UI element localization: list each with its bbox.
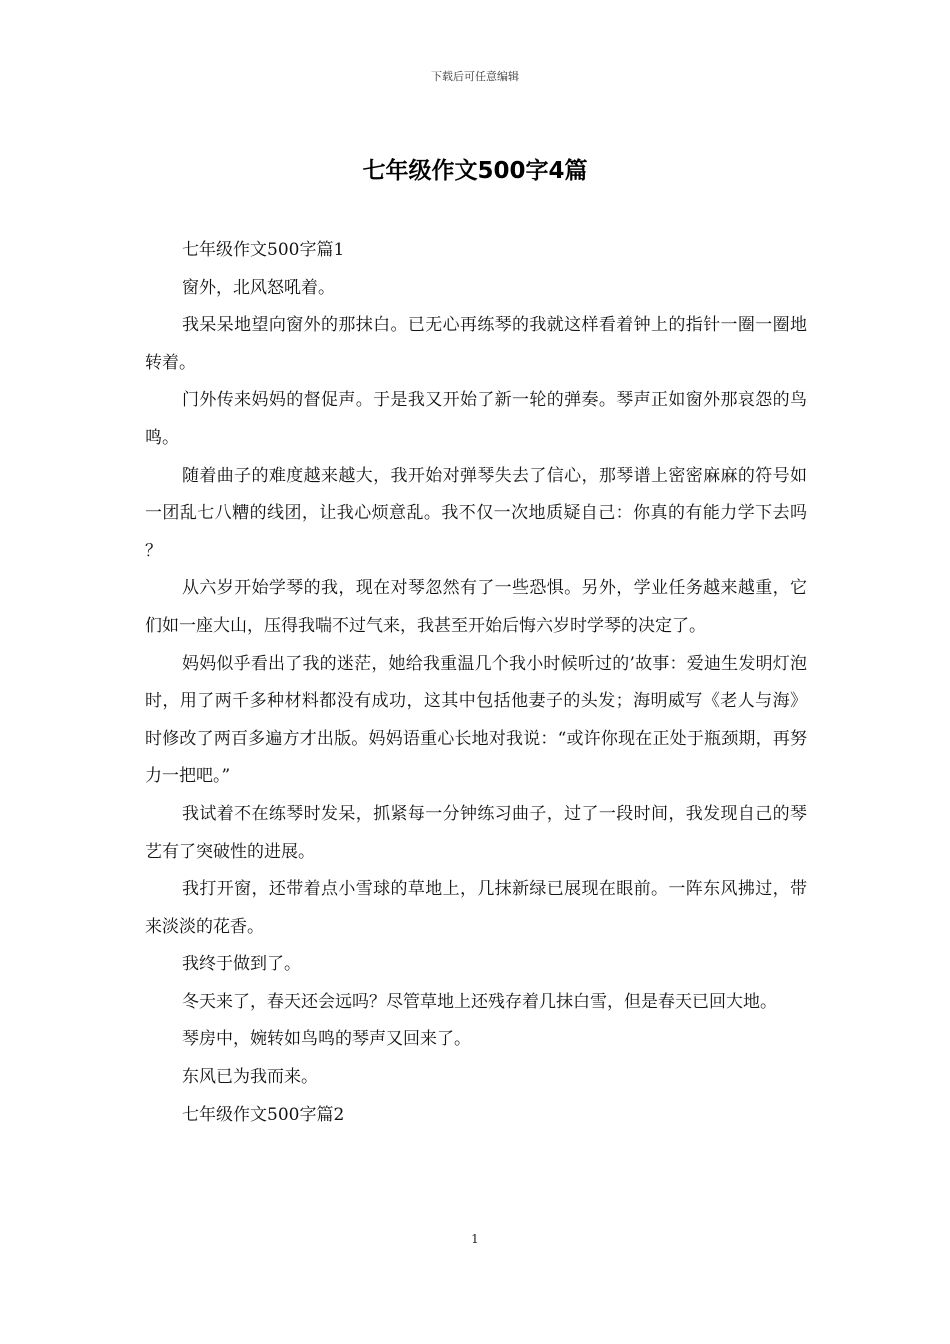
- paragraph: 我打开窗，还带着点小雪球的草地上，几抹新绿已展现在眼前。一阵东风拂过，带来淡淡的花香。: [145, 879, 807, 937]
- header-note: 下载后可任意编辑: [431, 70, 519, 83]
- paragraph: 东风已为我而来。: [182, 1067, 318, 1088]
- paragraph: 窗外，北风怒吼着。: [182, 277, 335, 298]
- page-number: 1: [471, 1232, 479, 1246]
- paragraph: 我试着不在练琴时发呆，抓紧每一分钟练习曲子，过了一段时间，我发现自己的琴艺有了突破性的进展。: [145, 803, 807, 862]
- paragraph: 我呆呆地望向窗外的那抹白。已无心再练琴的我就这样看着钟上的指针一圈一圈地转着。: [145, 315, 807, 373]
- page-title: 七年级作文500字4篇: [362, 158, 588, 184]
- section-heading: 七年级作文500字篇1: [182, 240, 345, 260]
- document-body: [145, 232, 807, 1134]
- paragraph: 冬天来了，春天还会远吗？尽管草地上还残存着几抹白雪，但是春天已回大地。: [182, 991, 777, 1012]
- paragraph: 随着曲子的难度越来越大，我开始对弹琴失去了信心，那琴谱上密密麻麻的符号如一团乱七八糟的线团，让我心烦意乱。我不仅一次地质疑自己：你真的有能力学下去吗？: [145, 465, 807, 561]
- paragraph: 妈妈似乎看出了我的迷茫，她给我重温几个我小时候听过的’故事：爱迪生发明灯泡时，用了两千多种材料都没有成功，这其中包括他妻子的头发；海明威写《老人与海》时修改了两百多遍方才出版。妈妈语重心长地对我说：“或许你现在正处于瓶颈期，再努力一把吧。”: [145, 653, 807, 787]
- paragraph: 门外传来妈妈的督促声。于是我又开始了新一轮的弹奏。琴声正如窗外那哀怨的鸟鸣。: [145, 390, 807, 448]
- paragraph: 我终于做到了。: [182, 954, 301, 975]
- paragraph: 从六岁开始学琴的我，现在对琴忽然有了一些恐惧。另外，学业任务越来越重，它们如一座大山，压得我喘不过气来，我甚至开始后悔六岁时学琴的决定了。: [145, 578, 807, 636]
- paragraph: 琴房中，婉转如鸟鸣的琴声又回来了。: [182, 1029, 471, 1050]
- section-heading: 七年级作文500字篇2: [182, 1104, 345, 1125]
